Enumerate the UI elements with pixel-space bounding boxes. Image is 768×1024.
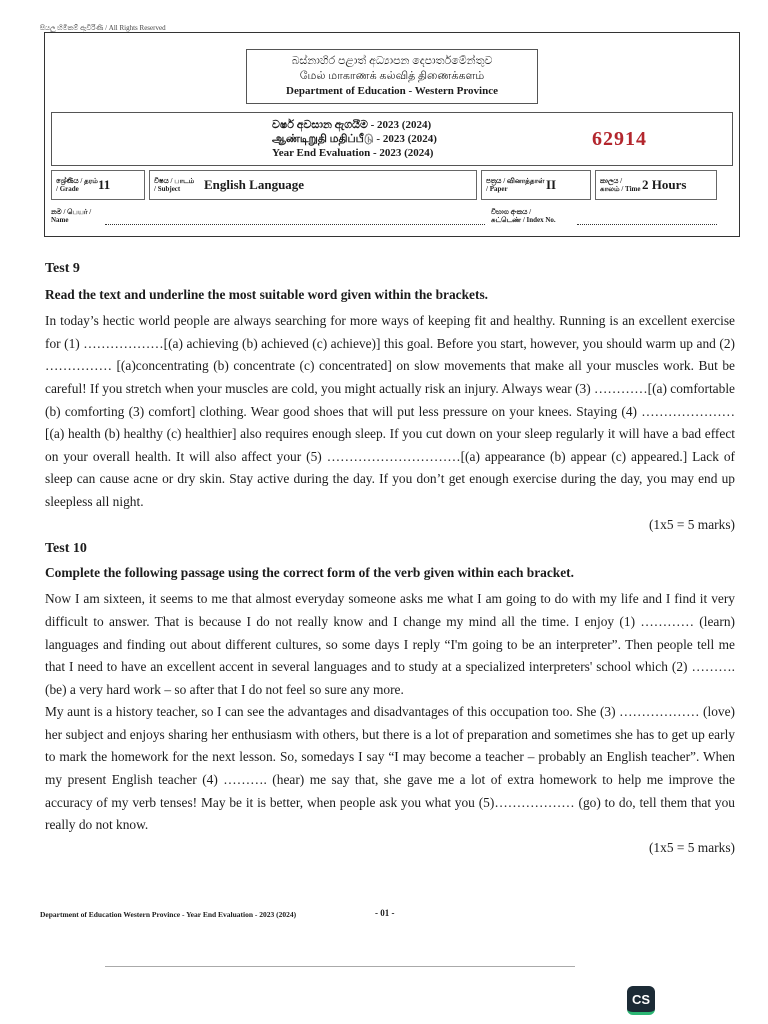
test10-marks: (1x5 = 5 marks) xyxy=(648,839,735,855)
name-row xyxy=(51,200,733,232)
department-tamil: மேல் மாகாணக் கல்வித் திணைக்களம் xyxy=(299,70,485,82)
name-label: නම / பெயர் / Name xyxy=(51,208,92,224)
test10-paragraph-2: My aunt is a history teacher, so I can see the advantages and disadvantages of this occupation too. She (3) ……………… (love) her subject and enjoys sharing her enthusiasm with others, but there is a lot of preparation and sometimes she has to get up early to mark the homework for the next lesson. So, somedays I say “I may become a teacher – probably an English teacher”. When my present English teacher (4) ………. (hear) me say that, she gave me a lot of extra homework to help me improve the accuracy of my verb tenses! May be it is better, when people ask you what you (5)……………… (go) to do, tell them that you really do not know. xyxy=(45,704,735,833)
department-sinhala: බස්නාහිර පළාත් අධ්‍යාපන දෙපාර්තමේන්තුව xyxy=(291,55,493,67)
page-number: - 01 - xyxy=(375,908,395,918)
header-box xyxy=(44,32,740,237)
footer-text: Department of Education Western Province - Year End Evaluation - 2023 (2024) xyxy=(40,910,297,919)
subject-cell xyxy=(149,170,477,200)
index-field[interactable] xyxy=(577,208,717,225)
index-label: විභාග අංකය / சுட்டெண் / Index No. xyxy=(491,208,556,224)
test10-title: Test 10 xyxy=(45,541,87,557)
test9-instruction: Read the text and underline the most suitable word given within the brackets. xyxy=(45,286,489,302)
evaluation-row xyxy=(51,112,733,166)
department-box xyxy=(246,49,538,104)
copyright-notice: සියලු හිමිකම් ඇවිරිණි / All Rights Reserved xyxy=(40,24,166,32)
test10-instruction: Complete the following passage using the correct form of the verb given within each bracket. xyxy=(45,564,574,580)
time-value: 2 Hours xyxy=(642,177,687,192)
evaluation-sinhala: වර්ෂ අවසාන ඇගයීම - 2023 (2024) xyxy=(272,119,432,131)
info-row xyxy=(51,170,733,200)
subject-label: විෂය / பாடம் / Subject xyxy=(154,177,195,193)
grade-value: 11 xyxy=(98,177,111,192)
time-cell xyxy=(595,170,717,200)
subject-value: English Language xyxy=(204,177,305,192)
test9-text: In today’s hectic world people are always searching for more ways of keeping fit and healthy. Running is an excellent exercise for (1) ………………[(a) achieving (b) achieved (c) achieve)] this goal. Before you start, however, you should warm up and (2) …………… [(a)concentrating (b) concentrate (c) concentrated] on slow movements that make all your muscles work. But be careful! If you stretch when your muscles are cold, you might actually risk an injury. Always wear (3) …………[(a) comfortable (b) comforting (3) comfort] clothing. Wear good shoes that will put less pressure on your knees. Staying (4) …………………[(a) health (b) healthy (c) healthier] also requires enough sleep. If you cut down on your sleep regularly it will have a bad effect on your overall health. It will also affect your (5) …………………………[(a) appearance (b) appear (c) appeared.] Lack of sleep can cause acne or dry skin. Stay active during the day. If you don’t get enough exercise during the day, you may end up sleepless all night. xyxy=(45,313,735,509)
bottom-rule xyxy=(105,966,575,967)
test9-title: Test 9 xyxy=(45,261,80,276)
evaluation-title xyxy=(52,118,592,160)
camscanner-logo-icon: CS xyxy=(627,986,655,1015)
name-field[interactable] xyxy=(105,208,485,225)
grade-cell xyxy=(51,170,145,200)
paper-cell xyxy=(481,170,591,200)
department-english: Department of Education - Western Province xyxy=(286,85,498,97)
evaluation-english: Year End Evaluation - 2023 (2024) xyxy=(272,147,434,159)
test9-marks: (1x5 = 5 marks) xyxy=(648,516,735,532)
exam-header xyxy=(44,32,740,237)
evaluation-tamil: ஆண்டிறுதி மதிப்பீடு - 2023 (2024) xyxy=(272,133,437,145)
paper-label: පත්‍රය / வினாத்தாள் / Paper xyxy=(486,177,545,193)
grade-label: ශ්‍රේණිය / தரம் / Grade xyxy=(56,177,98,193)
time-label: කාලය / காலம் / Time xyxy=(600,177,641,193)
paper-code: 62914 xyxy=(592,127,647,150)
paper-value: II xyxy=(546,177,557,192)
exam-content xyxy=(45,258,735,859)
test10-paragraph-1: Now I am sixteen, it seems to me that almost everyday someone asks me what I am going to do with my life and I find it very difficult to answer. That is because I do not really know and I change my mind all the time. I enjoy (1) ………… (learn) languages and finding out about different cultures, so some days I reply “I'm going to be an interpreter”. Then people tell me that I need to have an excellent accent in several languages and to study at a specialized interpreters' school which (2) ………. (be) a very hard work – so after that I do not feel so sure any more. xyxy=(45,591,735,697)
